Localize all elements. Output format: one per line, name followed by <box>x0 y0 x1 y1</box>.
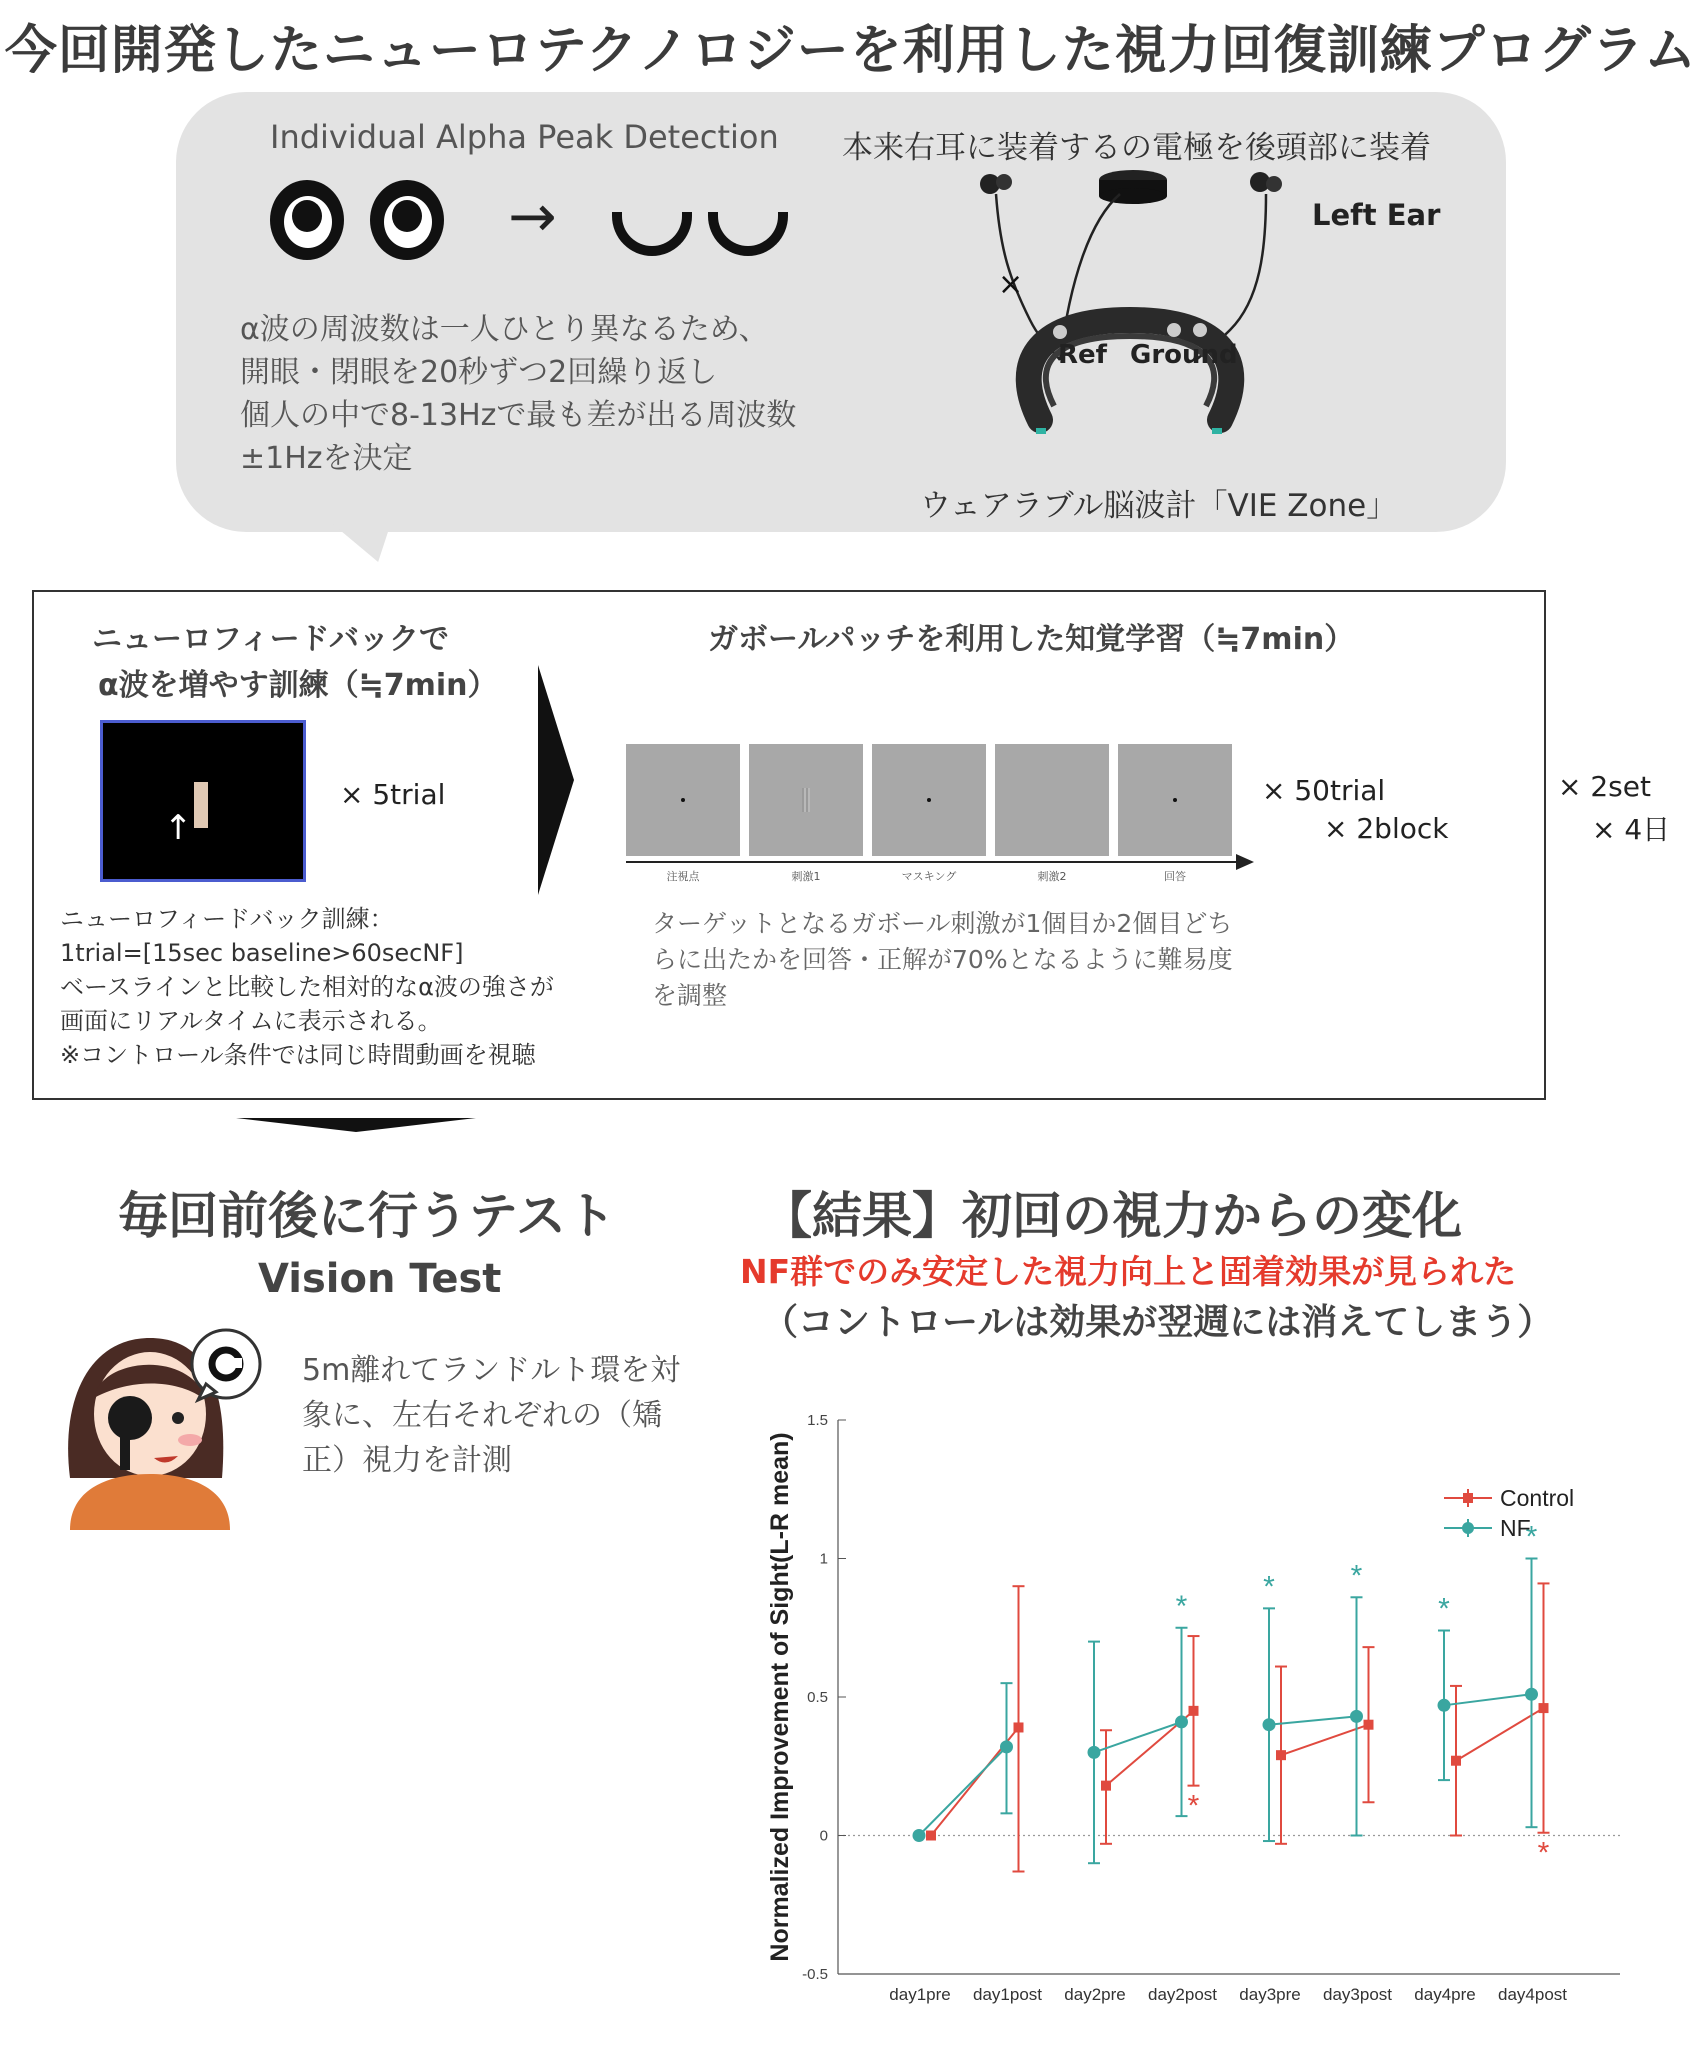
ground-label: Ground <box>1130 340 1238 370</box>
pl-desc-line: を調整 <box>652 981 728 1010</box>
iapd-description <box>240 308 796 480</box>
down-arrow-icon <box>236 1118 476 1132</box>
legend-marker <box>1463 1493 1473 1503</box>
data-point-control <box>926 1831 936 1841</box>
significance-star: * <box>1175 1589 1188 1623</box>
up-arrow-icon: ↑ <box>164 808 193 848</box>
data-point-control <box>1539 1703 1549 1713</box>
pl-desc-line: らに出たかを回答・正解が70%となるように難易度 <box>652 945 1233 974</box>
data-point-control <box>1189 1706 1199 1716</box>
headset-illustration <box>960 160 1300 460</box>
iapd-line: ±1Hzを決定 <box>240 441 413 476</box>
y-tick-label: 1 <box>819 1550 828 1568</box>
data-point-nf <box>1525 1688 1538 1701</box>
data-point-nf <box>1000 1740 1013 1753</box>
data-point-nf <box>1263 1718 1276 1731</box>
data-point-control <box>1451 1756 1461 1766</box>
data-point-control <box>1101 1781 1111 1791</box>
gabor-frame-stimulus1 <box>749 744 863 856</box>
pl-description <box>652 906 1233 1014</box>
test-desc-line: 象に、左右それぞれの（矯 <box>302 1398 662 1433</box>
results-highlight: NF群でのみ安定した視力向上と固着効果が見られた <box>740 1252 1517 1291</box>
legend-marker <box>1462 1522 1474 1534</box>
x-tick-label: day1post <box>973 1985 1042 2004</box>
iapd-line: 個人の中で8-13Hzで最も差が出る周波数 <box>240 398 797 433</box>
gabor-label: 刺激1 <box>791 870 821 883</box>
significance-star: * <box>1187 1789 1200 1823</box>
gabor-frame-fixation <box>626 744 740 856</box>
gabor-label: マスキング <box>901 870 957 883</box>
legend-label: Control <box>1500 1485 1575 1511</box>
person-eye-test-illustration <box>50 1318 282 1530</box>
significance-star: * <box>1263 1570 1275 1604</box>
x-tick-label: day4post <box>1498 1985 1567 2004</box>
gabor-label: 注視点 <box>666 870 700 883</box>
nf-heading-line1: ニューロフィードバックで <box>92 622 449 657</box>
gabor-label: 刺激2 <box>1037 870 1067 883</box>
pl-heading: ガボールパッチを利用した知覚学習（≒7min） <box>708 622 1355 657</box>
pl-blocks: × 2block <box>1324 812 1449 845</box>
gabor-frame-mask <box>872 744 986 856</box>
series-line <box>1281 1725 1369 1755</box>
results-note: （コントロールは効果が翌週には消えてしまう） <box>762 1302 1554 1343</box>
data-point-nf <box>1438 1699 1451 1712</box>
x-tick-label: day4pre <box>1414 1985 1476 2004</box>
data-point-nf <box>1175 1715 1188 1728</box>
data-point-nf <box>1088 1746 1101 1759</box>
series-line <box>1094 1722 1182 1752</box>
test-subheading: Vision Test <box>258 1256 502 1302</box>
results-heading: 【結果】初回の視力からの変化 <box>762 1187 1462 1245</box>
alpha-level-bar <box>194 782 208 828</box>
data-point-control <box>1014 1722 1024 1732</box>
days: × 4日 <box>1592 813 1671 846</box>
gabor-frame-stimulus2 <box>995 744 1109 856</box>
data-point-nf <box>913 1829 926 1842</box>
device-name: ウェアラブル脳波計「VIE Zone」 <box>920 488 1398 524</box>
nf-heading-line2: α波を増やす訓練（≒7min） <box>98 668 498 703</box>
significance-star: * <box>1438 1592 1450 1626</box>
time-arrow-icon <box>1236 854 1254 870</box>
page-title: 今回開発したニューロテクノロジーを利用した視力回復訓練プログラム <box>4 21 1698 81</box>
left-ear-label: Left Ear <box>1312 198 1441 232</box>
pl-desc-line: ターゲットとなるガボール刺激が1個目か2個目どち <box>652 909 1233 938</box>
legend-label: NF <box>1500 1515 1531 1541</box>
flow-arrow-icon <box>538 665 574 895</box>
iapd-line: 開眼・閉眼を20秒ずつ2回繰り返し <box>240 355 718 390</box>
iapd-title: Individual Alpha Peak Detection <box>270 118 779 156</box>
open-eye-icon <box>270 180 344 260</box>
results-chart <box>748 1370 1648 2050</box>
y-tick-label: 0 <box>819 1827 828 1845</box>
nf-desc-line: 1trial=[15sec baseline>60secNF] <box>60 939 464 967</box>
svg-text:×: × <box>998 267 1024 302</box>
nf-desc-line: 画面にリアルタイムに表示される。 <box>60 1007 442 1035</box>
test-desc-line: 5m離れてランドルト環を対 <box>302 1353 681 1388</box>
y-tick-label: 1.5 <box>807 1412 828 1429</box>
nf-trials: × 5trial <box>340 778 446 811</box>
x-tick-label: day3pre <box>1239 1985 1301 2004</box>
x-tick-label: day2post <box>1148 1985 1217 2004</box>
gabor-frame-response <box>1118 744 1232 856</box>
time-axis <box>626 861 1246 863</box>
data-point-control <box>1276 1750 1286 1760</box>
nf-desc-line: ベースラインと比較した相対的なα波の強さが <box>60 973 554 1001</box>
x-tick-label: day3post <box>1323 1985 1392 2004</box>
iapd-line: α波の周波数は一人ひとり異なるため、 <box>240 312 769 347</box>
significance-star: * <box>1525 1520 1538 1554</box>
significance-star: * <box>1350 1559 1363 1593</box>
significance-star: * <box>1537 1836 1550 1870</box>
test-desc-line: 正）視力を計測 <box>302 1443 512 1478</box>
y-axis-label: Normalized Improvement of Sight(L-R mean) <box>766 1432 794 1962</box>
series-line <box>1269 1716 1357 1724</box>
test-description <box>302 1348 680 1483</box>
data-point-control <box>1364 1720 1374 1730</box>
series-line <box>1444 1694 1532 1705</box>
test-heading: 毎回前後に行うテスト <box>118 1187 616 1245</box>
sets: × 2set <box>1558 770 1651 803</box>
x-tick-label: day2pre <box>1064 1985 1126 2004</box>
series-line <box>919 1747 1007 1836</box>
y-tick-label: 0.5 <box>807 1689 828 1706</box>
pl-trials: × 50trial <box>1262 774 1386 807</box>
y-tick-label: -0.5 <box>802 1966 828 1983</box>
ref-label: Ref <box>1058 340 1107 370</box>
nf-desc-line: ※コントロール条件では同じ時間動画を視聴 <box>60 1041 536 1069</box>
nf-desc-line: ニューロフィードバック訓練： <box>60 905 394 933</box>
data-point-nf <box>1350 1710 1363 1723</box>
nf-description <box>60 902 554 1072</box>
series-line <box>1456 1708 1544 1761</box>
x-tick-label: day1pre <box>889 1985 951 2004</box>
open-eye-icon <box>370 180 444 260</box>
arrow-right-icon: → <box>508 182 557 250</box>
electrode-caption: 本来右耳に装着するの電極を後頭部に装着 <box>842 130 1431 166</box>
gabor-label: 回答 <box>1164 870 1186 883</box>
